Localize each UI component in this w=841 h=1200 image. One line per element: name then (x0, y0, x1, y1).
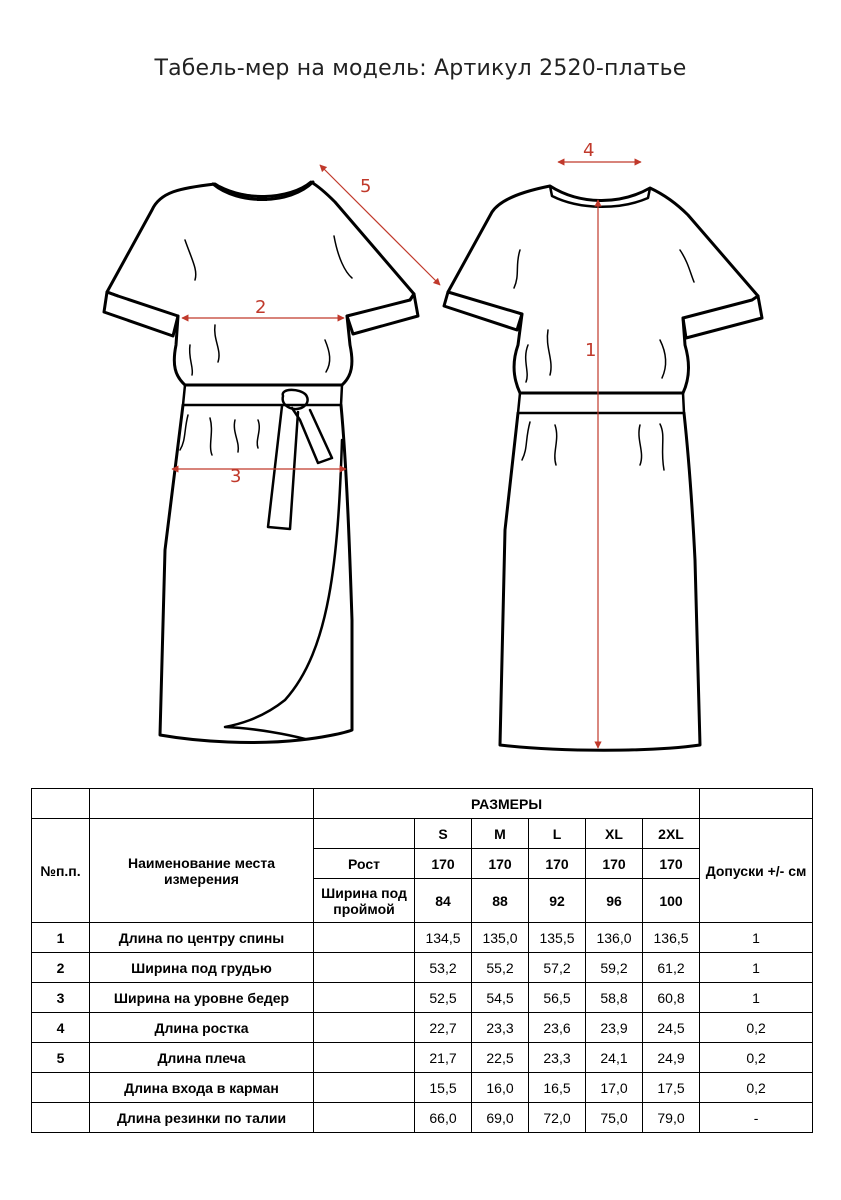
row-name: Ширина под грудью (90, 953, 314, 983)
table-row (32, 1043, 813, 1073)
row-value: 16,0 (472, 1073, 529, 1103)
size-m: M (472, 819, 529, 849)
row-name: Длина резинки по талии (90, 1103, 314, 1133)
row-value: 66,0 (415, 1103, 472, 1133)
measurement-lines (172, 162, 641, 748)
size-xl: XL (586, 819, 643, 849)
row-value: 69,0 (472, 1103, 529, 1133)
row-no: 4 (32, 1013, 90, 1043)
row-value: 17,5 (643, 1073, 700, 1103)
row-value: 22,5 (472, 1043, 529, 1073)
armhole-value: 88 (472, 879, 529, 923)
row-tol: 1 (700, 923, 813, 953)
row-no: 5 (32, 1043, 90, 1073)
front-view-sketch (104, 182, 418, 742)
height-value: 170 (586, 849, 643, 879)
row-value: 72,0 (529, 1103, 586, 1133)
row-tol: - (700, 1103, 813, 1133)
row-value: 23,3 (529, 1043, 586, 1073)
row-value: 23,6 (529, 1013, 586, 1043)
row-value: 56,5 (529, 983, 586, 1013)
row-tol: 1 (700, 953, 813, 983)
row-no: 3 (32, 983, 90, 1013)
marker-4: 4 (583, 140, 595, 161)
measurement-table (31, 788, 813, 1133)
row-tol: 1 (700, 983, 813, 1013)
row-name: Длина плеча (90, 1043, 314, 1073)
row-no (32, 1103, 90, 1133)
height-value: 170 (472, 849, 529, 879)
row-no (32, 1073, 90, 1103)
height-value: 170 (415, 849, 472, 879)
row-value: 59,2 (586, 953, 643, 983)
marker-2: 2 (255, 297, 267, 318)
row-value: 17,0 (586, 1073, 643, 1103)
page-title: Табель-мер на модель: Артикул 2520-платье (154, 56, 687, 81)
row-value: 24,9 (643, 1043, 700, 1073)
col-name-header: Наименование места измерения (90, 819, 314, 923)
row-no: 1 (32, 923, 90, 953)
table-row (32, 923, 813, 953)
row-value: 136,0 (586, 923, 643, 953)
marker-5: 5 (360, 176, 372, 197)
row-value: 134,5 (415, 923, 472, 953)
back-view-sketch (444, 186, 762, 750)
armhole-value: 100 (643, 879, 700, 923)
armhole-label: Ширина под проймой (314, 879, 415, 923)
row-tol: 0,2 (700, 1043, 813, 1073)
row-tol: 0,2 (700, 1073, 813, 1103)
marker-3: 3 (230, 466, 242, 487)
row-value: 135,0 (472, 923, 529, 953)
size-2xl: 2XL (643, 819, 700, 849)
height-value: 170 (529, 849, 586, 879)
row-value: 22,7 (415, 1013, 472, 1043)
row-value: 75,0 (586, 1103, 643, 1133)
row-value: 136,5 (643, 923, 700, 953)
row-value: 24,5 (643, 1013, 700, 1043)
row-value: 135,5 (529, 923, 586, 953)
row-name: Ширина на уровне бедер (90, 983, 314, 1013)
height-label: Рост (314, 849, 415, 879)
row-value: 54,5 (472, 983, 529, 1013)
row-value: 58,8 (586, 983, 643, 1013)
row-name: Длина ростка (90, 1013, 314, 1043)
row-value: 53,2 (415, 953, 472, 983)
sizes-header: РАЗМЕРЫ (314, 789, 700, 819)
row-value: 23,3 (472, 1013, 529, 1043)
row-value: 61,2 (643, 953, 700, 983)
table-row (32, 1103, 813, 1133)
armhole-value: 84 (415, 879, 472, 923)
table-row (32, 983, 813, 1013)
row-tol: 0,2 (700, 1013, 813, 1043)
row-value: 52,5 (415, 983, 472, 1013)
col-no-header: №п.п. (32, 819, 90, 923)
row-value: 16,5 (529, 1073, 586, 1103)
row-value: 55,2 (472, 953, 529, 983)
size-l: L (529, 819, 586, 849)
row-name: Длина входа в карман (90, 1073, 314, 1103)
row-name: Длина по центру спины (90, 923, 314, 953)
row-value: 57,2 (529, 953, 586, 983)
table-row (32, 953, 813, 983)
row-value: 79,0 (643, 1103, 700, 1133)
height-value: 170 (643, 849, 700, 879)
col-tol-header: Допуски +/- см (700, 819, 813, 923)
table-row (32, 1073, 813, 1103)
marker-1: 1 (585, 340, 597, 361)
row-value: 24,1 (586, 1043, 643, 1073)
row-no: 2 (32, 953, 90, 983)
armhole-value: 96 (586, 879, 643, 923)
row-value: 21,7 (415, 1043, 472, 1073)
row-value: 15,5 (415, 1073, 472, 1103)
row-value: 23,9 (586, 1013, 643, 1043)
table-row (32, 1013, 813, 1043)
size-s: S (415, 819, 472, 849)
armhole-value: 92 (529, 879, 586, 923)
row-value: 60,8 (643, 983, 700, 1013)
garment-label-icon (257, 195, 267, 201)
